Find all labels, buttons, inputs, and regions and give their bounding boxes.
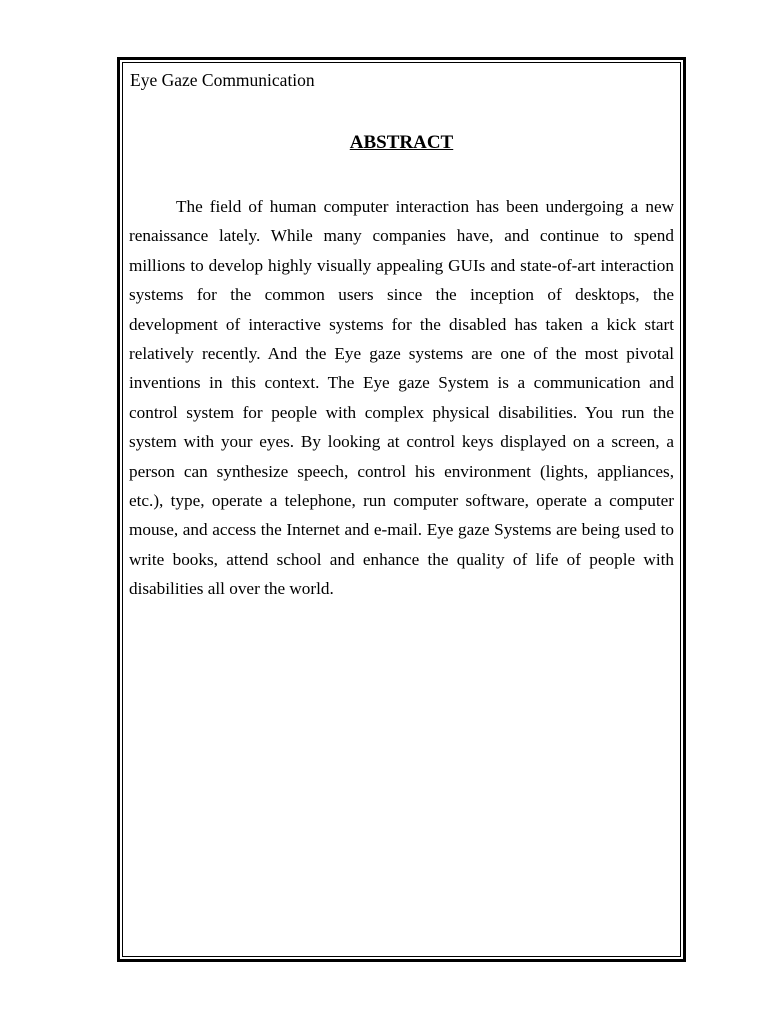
running-header: Eye Gaze Communication bbox=[130, 70, 315, 90]
abstract-paragraph: The field of human computer interaction has been undergoing a new renaissance lately. While many companies have, and continue to spend millions to develop highly visually appealing GUIs and state-of-art interaction systems for the common users since the inception of desktops, the development of interactive systems for the disabled has taken a kick start relatively recently. And the Eye gaze systems are one of the most pivotal inventions in this context. The Eye gaze System is a communication and control system for people with complex physical disabilities. You run the system with your eyes. By looking at control keys displayed on a screen, a person can synthesize speech, control his environment (lights, appliances, etc.), type, operate a telephone, run computer software, operate a computer mouse, and access the Internet and e-mail. Eye gaze Systems are being used to write books, attend school and enhance the quality of life of people with disabilities all over the world. bbox=[129, 197, 674, 599]
section-title: ABSTRACT bbox=[349, 132, 454, 153]
page-border bbox=[117, 57, 686, 962]
